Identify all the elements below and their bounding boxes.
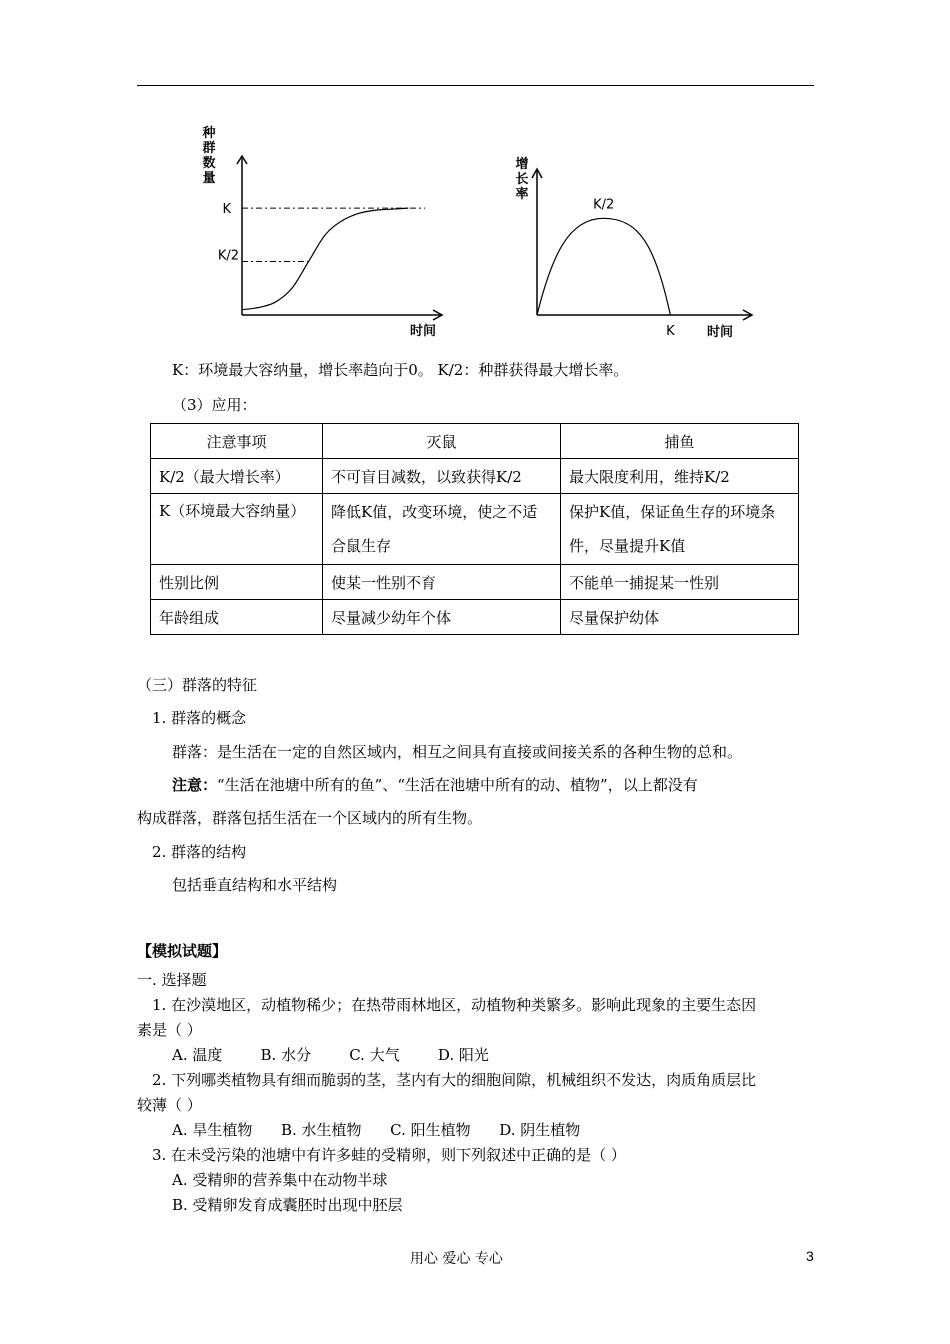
note-label: 注意： (172, 776, 218, 794)
question-1-line-1: 1. 在沙漠地区，动植物稀少；在热带雨林地区，动植物种类繁多。影响此现象的主要生态因 (152, 996, 757, 1014)
table-header-cell: 灭鼠 (323, 424, 561, 459)
s-curve-ylabel-4: 量 (202, 171, 216, 186)
application-table (150, 423, 799, 635)
table-cell: 使某一性别不育 (323, 565, 561, 600)
growth-xlabel: 时间 (706, 325, 734, 340)
note-line-2: 构成群落，群落包括生活在一个区域内的所有生物。 (137, 809, 483, 827)
table-cell: 降低K值，改变环境，使之不适合鼠生存 (323, 494, 561, 565)
s-curve-k-label: K (222, 202, 231, 218)
table-row (151, 600, 799, 635)
k-note: K：环境最大容纳量，增长率趋向于0。 K/2：种群获得最大增长率。 (172, 361, 629, 379)
s-curve-line (242, 208, 408, 310)
section-3-heading: （三）群落的特征 (137, 676, 258, 694)
table-row (151, 494, 799, 565)
question-2-line-1: 2. 下列哪类植物具有细而脆弱的茎，茎内有大的细胞间隙，机械组织不发达，肉质角质层比 (152, 1071, 757, 1089)
question-3: 3. 在未受污染的池塘中有许多蛙的受精卵，则下列叙述中正确的是（ ） (152, 1146, 626, 1164)
table-cell: K/2（最大增长率） (151, 459, 323, 494)
s-curve-k2-label: K/2 (217, 248, 239, 264)
growth-rate-chart (505, 150, 755, 350)
mock-test-heading: 【模拟试题】 (137, 942, 228, 960)
table-cell: 年龄组成 (151, 600, 323, 635)
table-cell: 不可盲目减数，以致获得K/2 (323, 459, 561, 494)
table-row (151, 565, 799, 600)
question-1-options: A. 温度 B. 水分 C. 大气 D. 阳光 (172, 1046, 489, 1064)
table-cell: 最大限度利用，维持K/2 (561, 459, 799, 494)
structure-text: 包括垂直结构和水平结构 (172, 876, 338, 894)
growth-curve (537, 218, 670, 315)
question-2-options: A. 旱生植物 B. 水生植物 C. 阳生植物 D. 阴生植物 (172, 1121, 581, 1139)
table-cell: K（环境最大容纳量） (151, 494, 323, 565)
question-1-line-2: 素是（ ） (137, 1021, 202, 1039)
subsection-1: 1. 群落的概念 (152, 709, 247, 727)
table-cell: 不能单一捕捉某一性别 (561, 565, 799, 600)
community-definition: 群落：是生活在一定的自然区域内，相互之间具有直接或间接关系的各种生物的总和。 (172, 743, 743, 761)
growth-peak-label: K/2 (593, 197, 615, 213)
question-2-line-2: 较薄（ ） (137, 1096, 202, 1114)
growth-ylabel-3: 率 (515, 187, 529, 202)
question-3-option-b: B. 受精卵发育成囊胚时出现中胚层 (172, 1196, 403, 1214)
s-curve-ylabel-2: 群 (202, 141, 216, 156)
choice-heading: 一. 选择题 (137, 971, 207, 989)
table-row (151, 459, 799, 494)
question-3-option-a: A. 受精卵的营养集中在动物半球 (172, 1171, 388, 1189)
growth-k-label: K (666, 324, 675, 339)
table-cell: 保护K值，保证鱼生存的环境条件，尽量提升K值 (561, 494, 799, 565)
s-curve-xlabel: 时间 (409, 324, 437, 339)
table-cell: 尽量减少幼年个体 (323, 600, 561, 635)
s-curve-ylabel-3: 数 (202, 156, 216, 171)
table-header-cell: 注意事项 (151, 424, 323, 459)
note-line (172, 775, 698, 795)
table-header-cell: 捕鱼 (561, 424, 799, 459)
table-header-row (151, 424, 799, 459)
subsection-2: 2. 群落的结构 (152, 843, 247, 861)
growth-ylabel-2: 长 (515, 172, 529, 187)
s-curve-ylabel-1: 种 (202, 126, 216, 141)
page-footer: 用心 爱心 专心 (410, 1251, 503, 1267)
note-text: “生活在池塘中所有的鱼”、“生活在池塘中所有的动、植物”，以上都没有 (217, 776, 698, 794)
application-heading: （3）应用： (172, 396, 257, 414)
growth-ylabel-1: 增 (515, 157, 529, 172)
table-cell: 尽量保护幼体 (561, 600, 799, 635)
table-cell: 性别比例 (151, 565, 323, 600)
page-number: 3 (806, 1248, 814, 1264)
s-curve-chart (195, 120, 465, 350)
header-rule (137, 85, 814, 86)
